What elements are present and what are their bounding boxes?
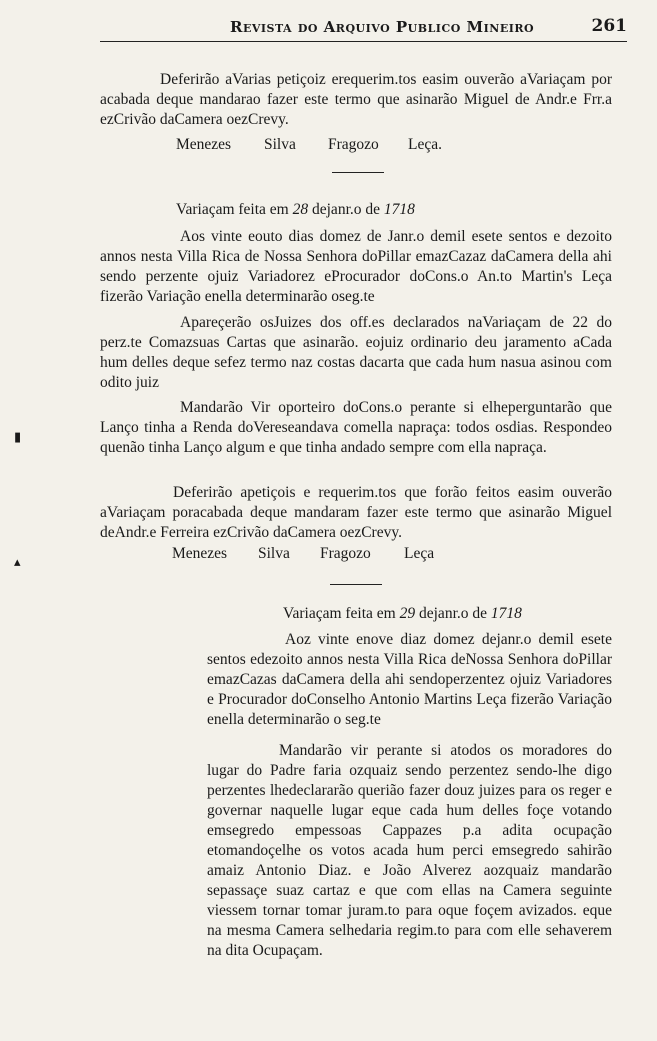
entry-paragraph: Apareçerão osJuizes dos off.es declarados naVariaçam de 22 do perz.te Comazsuas Cartas que asinarão. eojuiz ordinario deu jaramento aCada hum delles deque sefez termo naz costas dacarta que cada hum nasua asinou com odito juiz bbox=[100, 314, 612, 391]
title-year: 1718 bbox=[383, 201, 415, 218]
signatures-2 bbox=[172, 545, 472, 563]
title-day: 28 bbox=[292, 201, 309, 218]
title-prefix: Variaçam feita em bbox=[283, 605, 396, 622]
page-number: 261 bbox=[591, 16, 627, 36]
signature-name: Leça bbox=[404, 545, 435, 562]
signature-name: Fragozo bbox=[320, 545, 371, 562]
title-mid: dejanr.o de bbox=[312, 201, 381, 218]
entry-paragraph: Aoz vinte enove diaz domez dejanr.o demil esete sentos edezoito annos nesta Villa Rica deNossa Senhora doPillar emazCazas daCamera della ahi sendoperzentez ojuiz Variadores e Procurador doConselho Antonio Martins Leça fizerão Variação enella determinarão o seg.te bbox=[207, 631, 612, 728]
entry-paragraph: Deferirão apetiçois e requerim.tos que forão feitos easim ouverão aVariaçam poracabada deque mandaram fazer este termo que asinarão Miguel deAndr.e Ferreira ezCrivão daCamera oezCrevy. bbox=[100, 484, 612, 541]
signatures-1 bbox=[176, 136, 476, 154]
entry-paragraph: Mandarão vir perante si atodos os moradores do lugar do Padre faria ozquaiz sendo perzentez sendo-lhe digo perzentes lhedeclararão querião fazer douz juizes para os reger e governar naquelle lugar eque cada hum delles foçe votando emsegredo empessoas Cappazes p.a adita ocupação etomandoçelhe os votos acada hum perci emsegredo sahirão amaiz Antonio Diaz. e João Alverez aozquaiz mandarão sepassaçe suaz cartaz e que com ellas na Camera seguinte viessem tornar tomar juram.to para oque foçem avizados. eque na mesma Camera selhedaria regim.to para com elle sehaverem na dita Ocupaçam. bbox=[207, 742, 612, 959]
section-divider bbox=[330, 584, 382, 585]
signature-name: Fragozo bbox=[328, 136, 379, 153]
title-mid: dejanr.o de bbox=[419, 605, 488, 622]
entry-title bbox=[176, 201, 415, 219]
signature-name: Menezes bbox=[176, 136, 232, 153]
entry-title bbox=[283, 605, 522, 623]
running-header bbox=[100, 14, 627, 40]
title-day: 29 bbox=[399, 605, 416, 622]
signature-name: Silva bbox=[264, 136, 296, 153]
section-divider bbox=[332, 172, 384, 173]
closing-paragraph: Deferirão aVarias petiçoiz erequerim.tos easim ouverão aVariaçam por acabada deque mandarao fazer este termo que asinarão Miguel de Andr.e Frr.a ezCrivão daCamera oezCrevy. bbox=[100, 71, 612, 128]
margin-mark: ▮ bbox=[14, 430, 22, 445]
title-prefix: Variaçam feita em bbox=[176, 201, 289, 218]
margin-mark: ▴ bbox=[14, 555, 21, 570]
title-year: 1718 bbox=[490, 605, 522, 622]
journal-title: Revista do Arquivo Publico Mineiro bbox=[230, 18, 535, 36]
entry-paragraph: Aos vinte eouto dias domez de Janr.o demil esete sentos e dezoito annos nesta Villa Rica de Nossa Senhora doPillar emazCazaz daCamera della ahi sendo perzente ojuiz Variadorez eProcurador doCons.o An.to Martin's Leça fizerão Variação enella determinarão oseg.te bbox=[100, 228, 612, 305]
signature-name: Silva bbox=[258, 545, 290, 562]
signature-name: Menezes bbox=[172, 545, 228, 562]
header-rule bbox=[100, 41, 627, 42]
entry-paragraph: Mandarão Vir oporteiro doCons.o perante si elheperguntarão que Lanço tinha a Renda doVereseandava comella napraça: todos osdias. Respondeo quenão tinha Lanço algum e que tinha andado sempre com ella napraça. bbox=[100, 399, 612, 456]
signature-name: Leça. bbox=[408, 136, 442, 153]
